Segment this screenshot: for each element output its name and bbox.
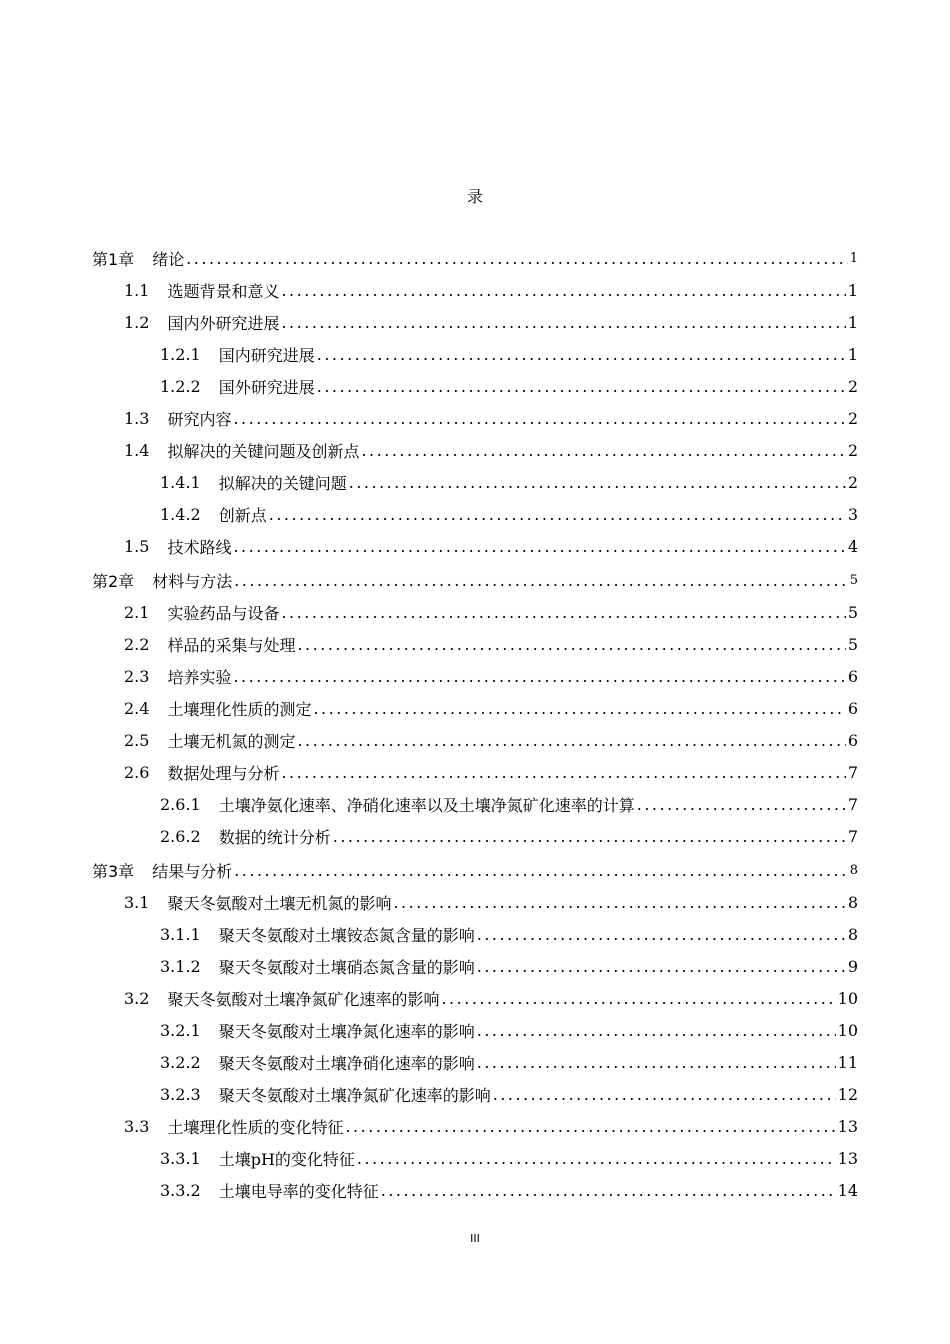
toc-entry-label: 聚天冬氨酸对土壤净硝化速率的影响: [218, 1053, 475, 1073]
toc-dot-leader: [357, 1149, 836, 1168]
toc-entry-page: 8: [849, 862, 858, 878]
toc-entry-number: 2.6.1: [160, 794, 201, 814]
toc-entry-number: 3.2.1: [160, 1020, 201, 1040]
toc-entry-number: 3.3: [124, 1116, 150, 1136]
toc-entry-page: 7: [847, 794, 858, 814]
toc-entry-page: 14: [837, 1180, 858, 1200]
toc-entry-page: 2: [847, 408, 858, 428]
toc-entry-page: 13: [837, 1148, 858, 1168]
toc-entry-number: 1.2.1: [160, 344, 201, 364]
toc-entry-number: 1.2: [124, 312, 150, 332]
toc-entry-page: 6: [847, 666, 858, 686]
toc-entry-number: 2.1: [124, 602, 150, 622]
toc-entry-page: 4: [847, 536, 858, 556]
toc-entry-number: 1.3: [124, 408, 150, 428]
toc-entry-page: 6: [847, 698, 858, 718]
toc-entry[interactable]: [0, 1078, 950, 1110]
toc-entry[interactable]: [0, 724, 950, 756]
toc-entry-page: 1: [847, 344, 858, 364]
toc-entry-label: 结果与分析: [152, 861, 233, 881]
toc-entry[interactable]: [0, 274, 950, 306]
toc-entry[interactable]: [0, 1142, 950, 1174]
toc-entry[interactable]: [0, 466, 950, 498]
toc-entry-label: 创新点: [218, 505, 267, 525]
toc-entry-page: 1: [847, 280, 858, 300]
toc-entry-page: 1: [847, 312, 858, 332]
toc-entry-number: 2.5: [124, 730, 150, 750]
toc-dot-leader: [317, 345, 846, 364]
toc-entry[interactable]: [0, 370, 950, 402]
toc-dot-leader: [393, 893, 845, 912]
toc-entry-page: 2: [847, 440, 858, 460]
toc-entry-label: 聚天冬氨酸对土壤净氮矿化速率的影响: [218, 1085, 491, 1105]
toc-entry-label: 技术路线: [167, 537, 232, 557]
toc-dot-leader: [234, 571, 848, 590]
toc-dot-leader: [233, 667, 845, 686]
toc-entry-number: 1.4: [124, 440, 150, 460]
toc-entry-page: 9: [847, 956, 858, 976]
toc-entry[interactable]: [0, 660, 950, 692]
toc-dot-leader: [313, 699, 845, 718]
toc-dot-leader: [233, 537, 845, 556]
toc-dot-leader: [281, 313, 845, 332]
toc-entry-label: 拟解决的关键问题及创新点: [167, 441, 360, 461]
page-number-footer: III: [470, 1232, 480, 1245]
toc-entry[interactable]: [0, 596, 950, 628]
toc-entry-number: 2.3: [124, 666, 150, 686]
toc-entry-page: 10: [837, 988, 858, 1008]
toc-entry[interactable]: [0, 338, 950, 370]
toc-entry-number: 3.2.3: [160, 1084, 201, 1104]
toc-dot-leader: [281, 763, 845, 782]
toc-dot-leader: [345, 1117, 835, 1136]
toc-entry-number: 2.6.2: [160, 826, 201, 846]
toc-entry-number: 第3章: [92, 861, 135, 881]
toc-entry-number: 1.2.2: [160, 376, 201, 396]
toc-entry-label: 实验药品与设备: [167, 603, 280, 623]
toc-entry[interactable]: [0, 950, 950, 982]
toc-entry[interactable]: [0, 854, 950, 886]
toc-entry[interactable]: [0, 564, 950, 596]
toc-entry-number: 3.1.2: [160, 956, 201, 976]
toc-entry[interactable]: [0, 788, 950, 820]
toc-entry-number: 3.3.1: [160, 1148, 201, 1168]
toc-dot-leader: [281, 281, 845, 300]
toc-dot-leader: [381, 1181, 836, 1200]
toc-entry-label: 绪论: [152, 249, 185, 269]
toc-entry-page: 8: [847, 892, 858, 912]
toc-entry[interactable]: [0, 756, 950, 788]
toc-entry-label: 培养实验: [167, 667, 232, 687]
toc-dot-leader: [281, 603, 845, 622]
toc-dot-leader: [297, 635, 845, 654]
toc-entry-page: 6: [847, 730, 858, 750]
toc-entry-label: 材料与方法: [152, 571, 233, 591]
toc-entry-label: 土壤理化性质的变化特征: [167, 1117, 344, 1137]
toc-entry-page: 8: [847, 924, 858, 944]
toc-dot-leader: [233, 409, 845, 428]
toc-dot-leader: [349, 473, 846, 492]
toc-entry-number: 第1章: [92, 249, 135, 269]
toc-entry-label: 聚天冬氨酸对土壤无机氮的影响: [167, 893, 392, 913]
toc-entry-number: 1.5: [124, 536, 150, 556]
toc-entry-number: 第2章: [92, 571, 135, 591]
toc-entry-number: 3.3.2: [160, 1180, 201, 1200]
toc-entry-page: 5: [849, 572, 858, 588]
toc-entry-label: 国内外研究进展: [167, 313, 280, 333]
toc-entry[interactable]: [0, 530, 950, 562]
toc-entry-page: 5: [847, 602, 858, 622]
toc-entry[interactable]: [0, 886, 950, 918]
toc-entry-label: 土壤无机氮的测定: [167, 731, 296, 751]
toc-entry-label: 土壤理化性质的测定: [167, 699, 312, 719]
toc-entry-number: 1.4.1: [160, 472, 201, 492]
toc-entry-label: 国内研究进展: [218, 345, 315, 365]
toc-entry-page: 12: [837, 1084, 858, 1104]
toc-entry[interactable]: [0, 1174, 950, 1206]
toc-entry[interactable]: [0, 918, 950, 950]
toc-entry-page: 5: [847, 634, 858, 654]
toc-entry[interactable]: [0, 306, 950, 338]
toc-entry-label: 国外研究进展: [218, 377, 315, 397]
toc-entry-label: 土壤pH的变化特征: [218, 1149, 355, 1169]
toc-entry-label: 研究内容: [167, 409, 232, 429]
toc-dot-leader: [477, 925, 846, 944]
toc-entry-label: 土壤净氨化速率、净硝化速率以及土壤净氮矿化速率的计算: [218, 795, 635, 815]
toc-entry-page: 11: [837, 1052, 858, 1072]
toc-entry-page: 7: [847, 826, 858, 846]
toc-entry-label: 聚天冬氨酸对土壤净氮矿化速率的影响: [167, 989, 440, 1009]
toc-entry[interactable]: [0, 402, 950, 434]
toc-dot-leader: [186, 249, 848, 268]
toc-entry-label: 土壤电导率的变化特征: [218, 1181, 379, 1201]
toc-entry[interactable]: [0, 1110, 950, 1142]
toc-entry-label: 拟解决的关键问题: [218, 473, 347, 493]
toc-entry-number: 2.4: [124, 698, 150, 718]
toc-entry-label: 聚天冬氨酸对土壤净氮化速率的影响: [218, 1021, 475, 1041]
toc-dot-leader: [477, 1053, 836, 1072]
toc-dot-leader: [297, 731, 845, 750]
toc-dot-leader: [333, 827, 846, 846]
toc-entry-page: 7: [847, 762, 858, 782]
toc-dot-leader: [493, 1085, 836, 1104]
toc-entry-number: 3.1.1: [160, 924, 201, 944]
toc-entry[interactable]: [0, 982, 950, 1014]
toc-entry-label: 样品的采集与处理: [167, 635, 296, 655]
toc-entry-label: 选题背景和意义: [167, 281, 280, 301]
toc-entry[interactable]: [0, 820, 950, 852]
toc-dot-leader: [477, 957, 846, 976]
toc-entry-label: 聚天冬氨酸对土壤铵态氮含量的影响: [218, 925, 475, 945]
toc-entry-page: 3: [847, 504, 858, 524]
toc-entry-number: 1.4.2: [160, 504, 201, 524]
toc-entry-page: 13: [837, 1116, 858, 1136]
toc-entry-label: 数据处理与分析: [167, 763, 280, 783]
toc-entry-number: 3.1: [124, 892, 150, 912]
toc-dot-leader: [637, 795, 846, 814]
toc-entry[interactable]: [0, 692, 950, 724]
toc-entry-number: 3.2: [124, 988, 150, 1008]
toc-entry[interactable]: [0, 628, 950, 660]
toc-entry[interactable]: [0, 1014, 950, 1046]
toc-dot-leader: [477, 1021, 836, 1040]
toc-entry-number: 1.1: [124, 280, 150, 300]
toc-entry[interactable]: [0, 498, 950, 530]
toc-entry-page: 10: [837, 1020, 858, 1040]
toc-entry-label: 数据的统计分析: [218, 827, 331, 847]
toc-entry[interactable]: [0, 434, 950, 466]
toc-entry-number: 2.2: [124, 634, 150, 654]
toc-dot-leader: [361, 441, 845, 460]
toc-title: 录: [466, 187, 483, 206]
toc-entry-number: 3.2.2: [160, 1052, 201, 1072]
toc-entry-label: 聚天冬氨酸对土壤硝态氮含量的影响: [218, 957, 475, 977]
toc-dot-leader: [269, 505, 846, 524]
toc-entry[interactable]: [0, 1046, 950, 1078]
toc-dot-leader: [441, 989, 835, 1008]
toc-entry[interactable]: [0, 242, 950, 274]
toc-dot-leader: [317, 377, 846, 396]
toc-dot-leader: [234, 861, 848, 880]
toc-entry-number: 2.6: [124, 762, 150, 782]
toc-entry-page: 2: [847, 472, 858, 492]
toc-entry-page: 1: [849, 250, 858, 266]
toc-entry-page: 2: [847, 376, 858, 396]
